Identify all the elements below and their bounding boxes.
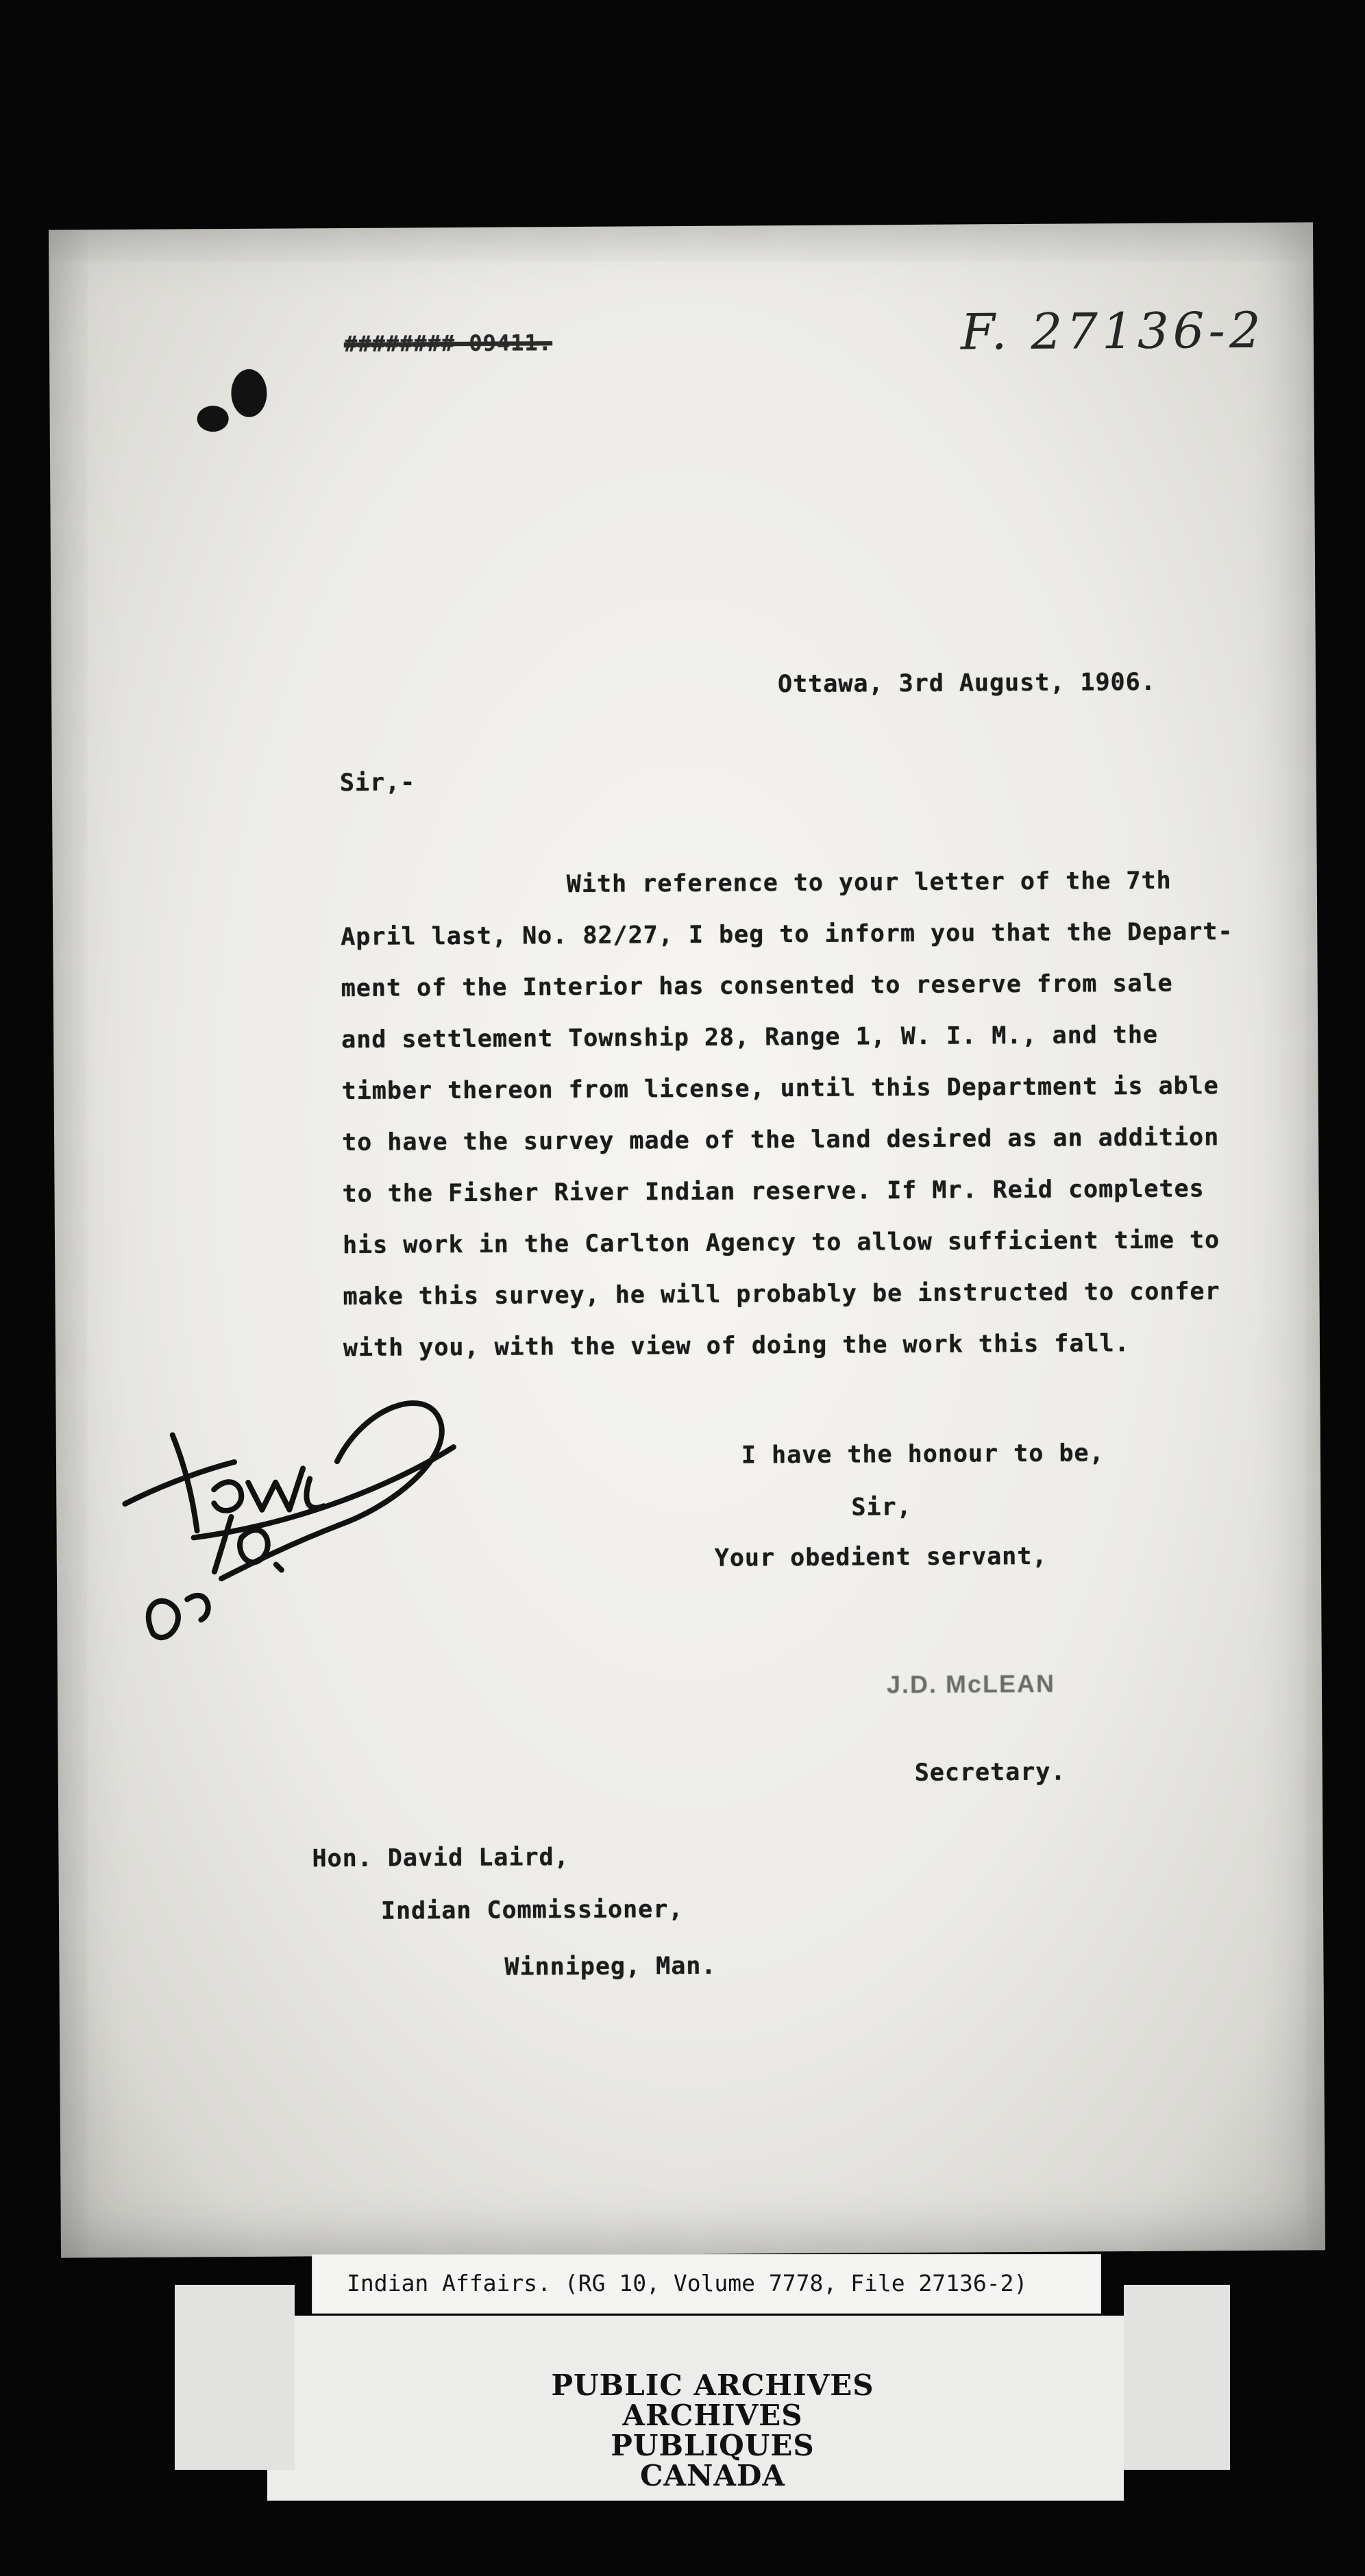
ink-blot: [231, 369, 267, 417]
archive-mount-right: [1124, 2285, 1230, 2470]
letter-page: [49, 222, 1325, 2257]
signature-stamp: J.D. McLEAN: [886, 1669, 1056, 1699]
closing-salutation: Sir,: [851, 1494, 912, 1522]
body-line: April last, No. 82/27, I beg to inform you that the Depart-: [341, 918, 1233, 952]
body-line: timber thereon from license, until this Department is able: [341, 1072, 1219, 1106]
archives-stamp-line: PUBLIC ARCHIVES: [551, 2368, 874, 2402]
closing-line: Your obedient servant,: [714, 1542, 1048, 1572]
closing-line: I have the honour to be,: [741, 1439, 1105, 1470]
handwritten-initials-icon: [110, 1330, 469, 1661]
body-line: to the Fisher River Indian reserve. If Mr. Reid completes: [342, 1175, 1205, 1209]
file-number-annotation: F. 27136-2: [960, 301, 1265, 361]
body-line: and settlement Township 28, Range 1, W. I. M., and the: [341, 1021, 1159, 1054]
body-line: with you, with the view of doing the work this fall.: [343, 1330, 1130, 1363]
addressee-name: Hon. David Laird,: [312, 1844, 569, 1873]
body-line: ment of the Interior has consented to reserve from sale: [341, 969, 1173, 1003]
archives-stamp-line: CANADA: [639, 2459, 785, 2492]
public-archives-stamp: [521, 2370, 905, 2491]
ink-blot: [197, 406, 229, 432]
signature-title: Secretary.: [914, 1758, 1066, 1787]
struck-reference-number: ######## 09411.: [343, 330, 553, 358]
body-line: his work in the Carlton Agency to allow sufficient time to: [342, 1226, 1220, 1260]
archive-reference-label: [312, 2254, 1101, 2314]
archive-reference-text: Indian Affairs. (RG 10, Volume 7778, File 27136-2): [347, 2270, 1028, 2296]
body-line: With reference to your letter of the 7th: [566, 867, 1172, 899]
archive-mount-left: [175, 2285, 295, 2470]
salutation: Sir,-: [339, 769, 416, 797]
addressee-title: Indian Commissioner,: [380, 1896, 684, 1925]
body-line: to have the survey made of the land desired as an addition: [342, 1124, 1220, 1157]
addressee-location: Winnipeg, Man.: [504, 1952, 717, 1981]
dateline: Ottawa, 3rd August, 1906.: [777, 668, 1156, 699]
body-line: make this survey, he will probably be instructed to confer: [343, 1278, 1220, 1311]
archives-stamp-line: ARCHIVES PUBLIQUES: [611, 2399, 815, 2462]
